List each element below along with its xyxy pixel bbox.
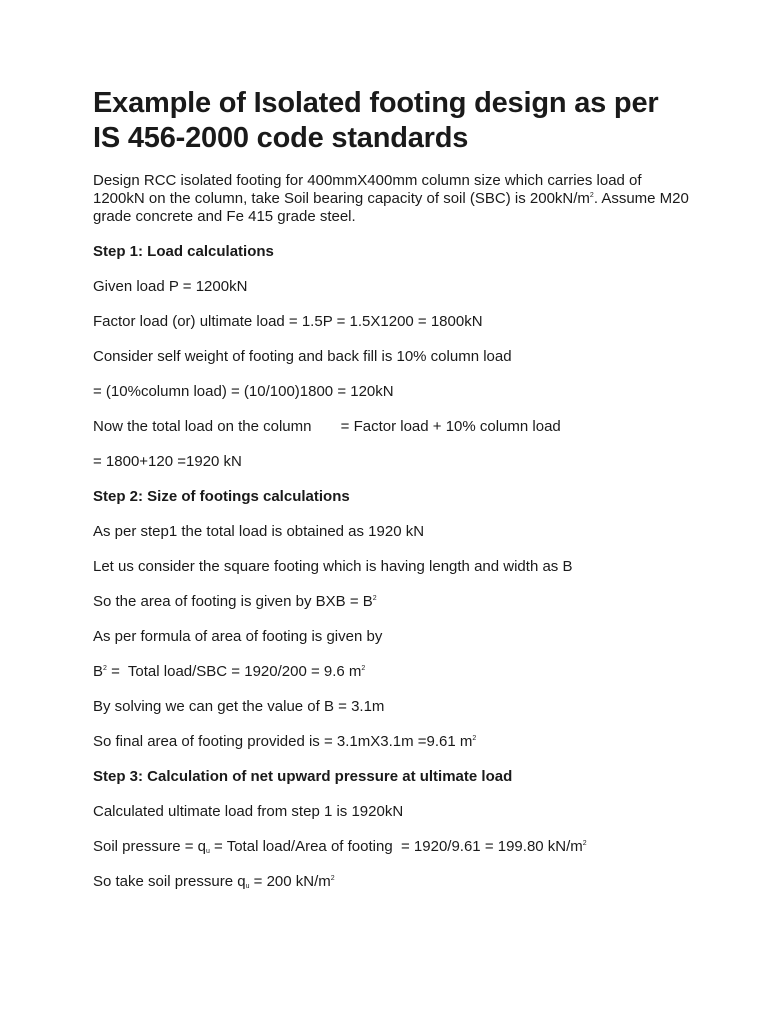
step1-line-3: Consider self weight of footing and back fill is 10% column load xyxy=(93,348,512,365)
step3-line-2-text-a: Soil pressure = q xyxy=(93,838,206,855)
document-page xyxy=(93,86,693,908)
step3-line-3-text-a: So take soil pressure q xyxy=(93,873,246,890)
step2-heading: Step 2: Size of footings calculations xyxy=(93,488,350,505)
step2-line-5-text-b: = Total load/SBC = 1920/200 = 9.6 m xyxy=(106,663,362,680)
step2-line-2: Let us consider the square footing which is having length and width as B xyxy=(93,558,573,575)
step3-heading: Step 3: Calculation of net upward pressure at ultimate load xyxy=(93,768,513,785)
step3-line-2-superscript: 2 xyxy=(582,840,587,847)
step2-line-5-superscript-2: 2 xyxy=(361,665,366,672)
step1-line-4: = (10%column load) = (10/100)1800 = 120kN xyxy=(93,383,394,400)
step2-line-5-superscript-1: 2 xyxy=(103,665,107,672)
step3-line-2-text-b: = Total load/Area of footing = 1920/9.61 = 199.80 kN/m xyxy=(209,838,583,855)
step2-line-3-text: So the area of footing is given by BXB = B xyxy=(93,593,373,610)
step3-line-3-superscript: 2 xyxy=(330,875,335,882)
step2-line-3 xyxy=(93,593,693,611)
step2-line-1: As per step1 the total load is obtained as 1920 kN xyxy=(93,523,425,540)
step2-line-5-text-a: B xyxy=(93,663,104,680)
step1-line-6: = 1800+120 =1920 kN xyxy=(93,453,242,470)
step1-heading: Step 1: Load calculations xyxy=(93,243,274,260)
intro-paragraph xyxy=(93,172,693,226)
intro-superscript: 2 xyxy=(589,192,594,199)
step2-line-5 xyxy=(93,663,693,681)
intro-text-1: Design RCC isolated footing for 400mmX400mm column size which carries load of 1200kN on the column, take Soil bearing capacity of soil (SBC) is 200kN/m xyxy=(93,172,642,207)
step3-line-2-subscript: u xyxy=(205,848,210,855)
step2-line-6: By solving we can get the value of B = 3.1m xyxy=(93,698,385,715)
step2-line-7-text: So final area of footing provided is = 3.1mX3.1m =9.61 m xyxy=(93,733,473,750)
intro-text-2: . Assume M20 grade concrete and Fe 415 grade steel. xyxy=(93,190,689,225)
step2-line-7-superscript: 2 xyxy=(472,735,477,742)
step1-line-5: Now the total load on the column = Factor load + 10% column load xyxy=(93,418,561,435)
step3-line-3-subscript: u xyxy=(245,883,250,890)
step3-line-3-text-b: = 200 kN/m xyxy=(249,873,331,890)
step1-line-1: Given load P = 1200kN xyxy=(93,278,248,295)
step2-line-7 xyxy=(93,733,693,751)
step1-line-2: Factor load (or) ultimate load = 1.5P = 1.5X1200 = 1800kN xyxy=(93,313,483,330)
step2-line-3-superscript: 2 xyxy=(372,595,377,602)
page-title: Example of Isolated footing design as per IS 456-2000 code standards xyxy=(93,87,659,154)
step3-line-3 xyxy=(93,873,693,891)
step2-line-4: As per formula of area of footing is given by xyxy=(93,628,383,645)
step3-line-2 xyxy=(93,838,693,856)
step3-line-1: Calculated ultimate load from step 1 is 1920kN xyxy=(93,803,404,820)
